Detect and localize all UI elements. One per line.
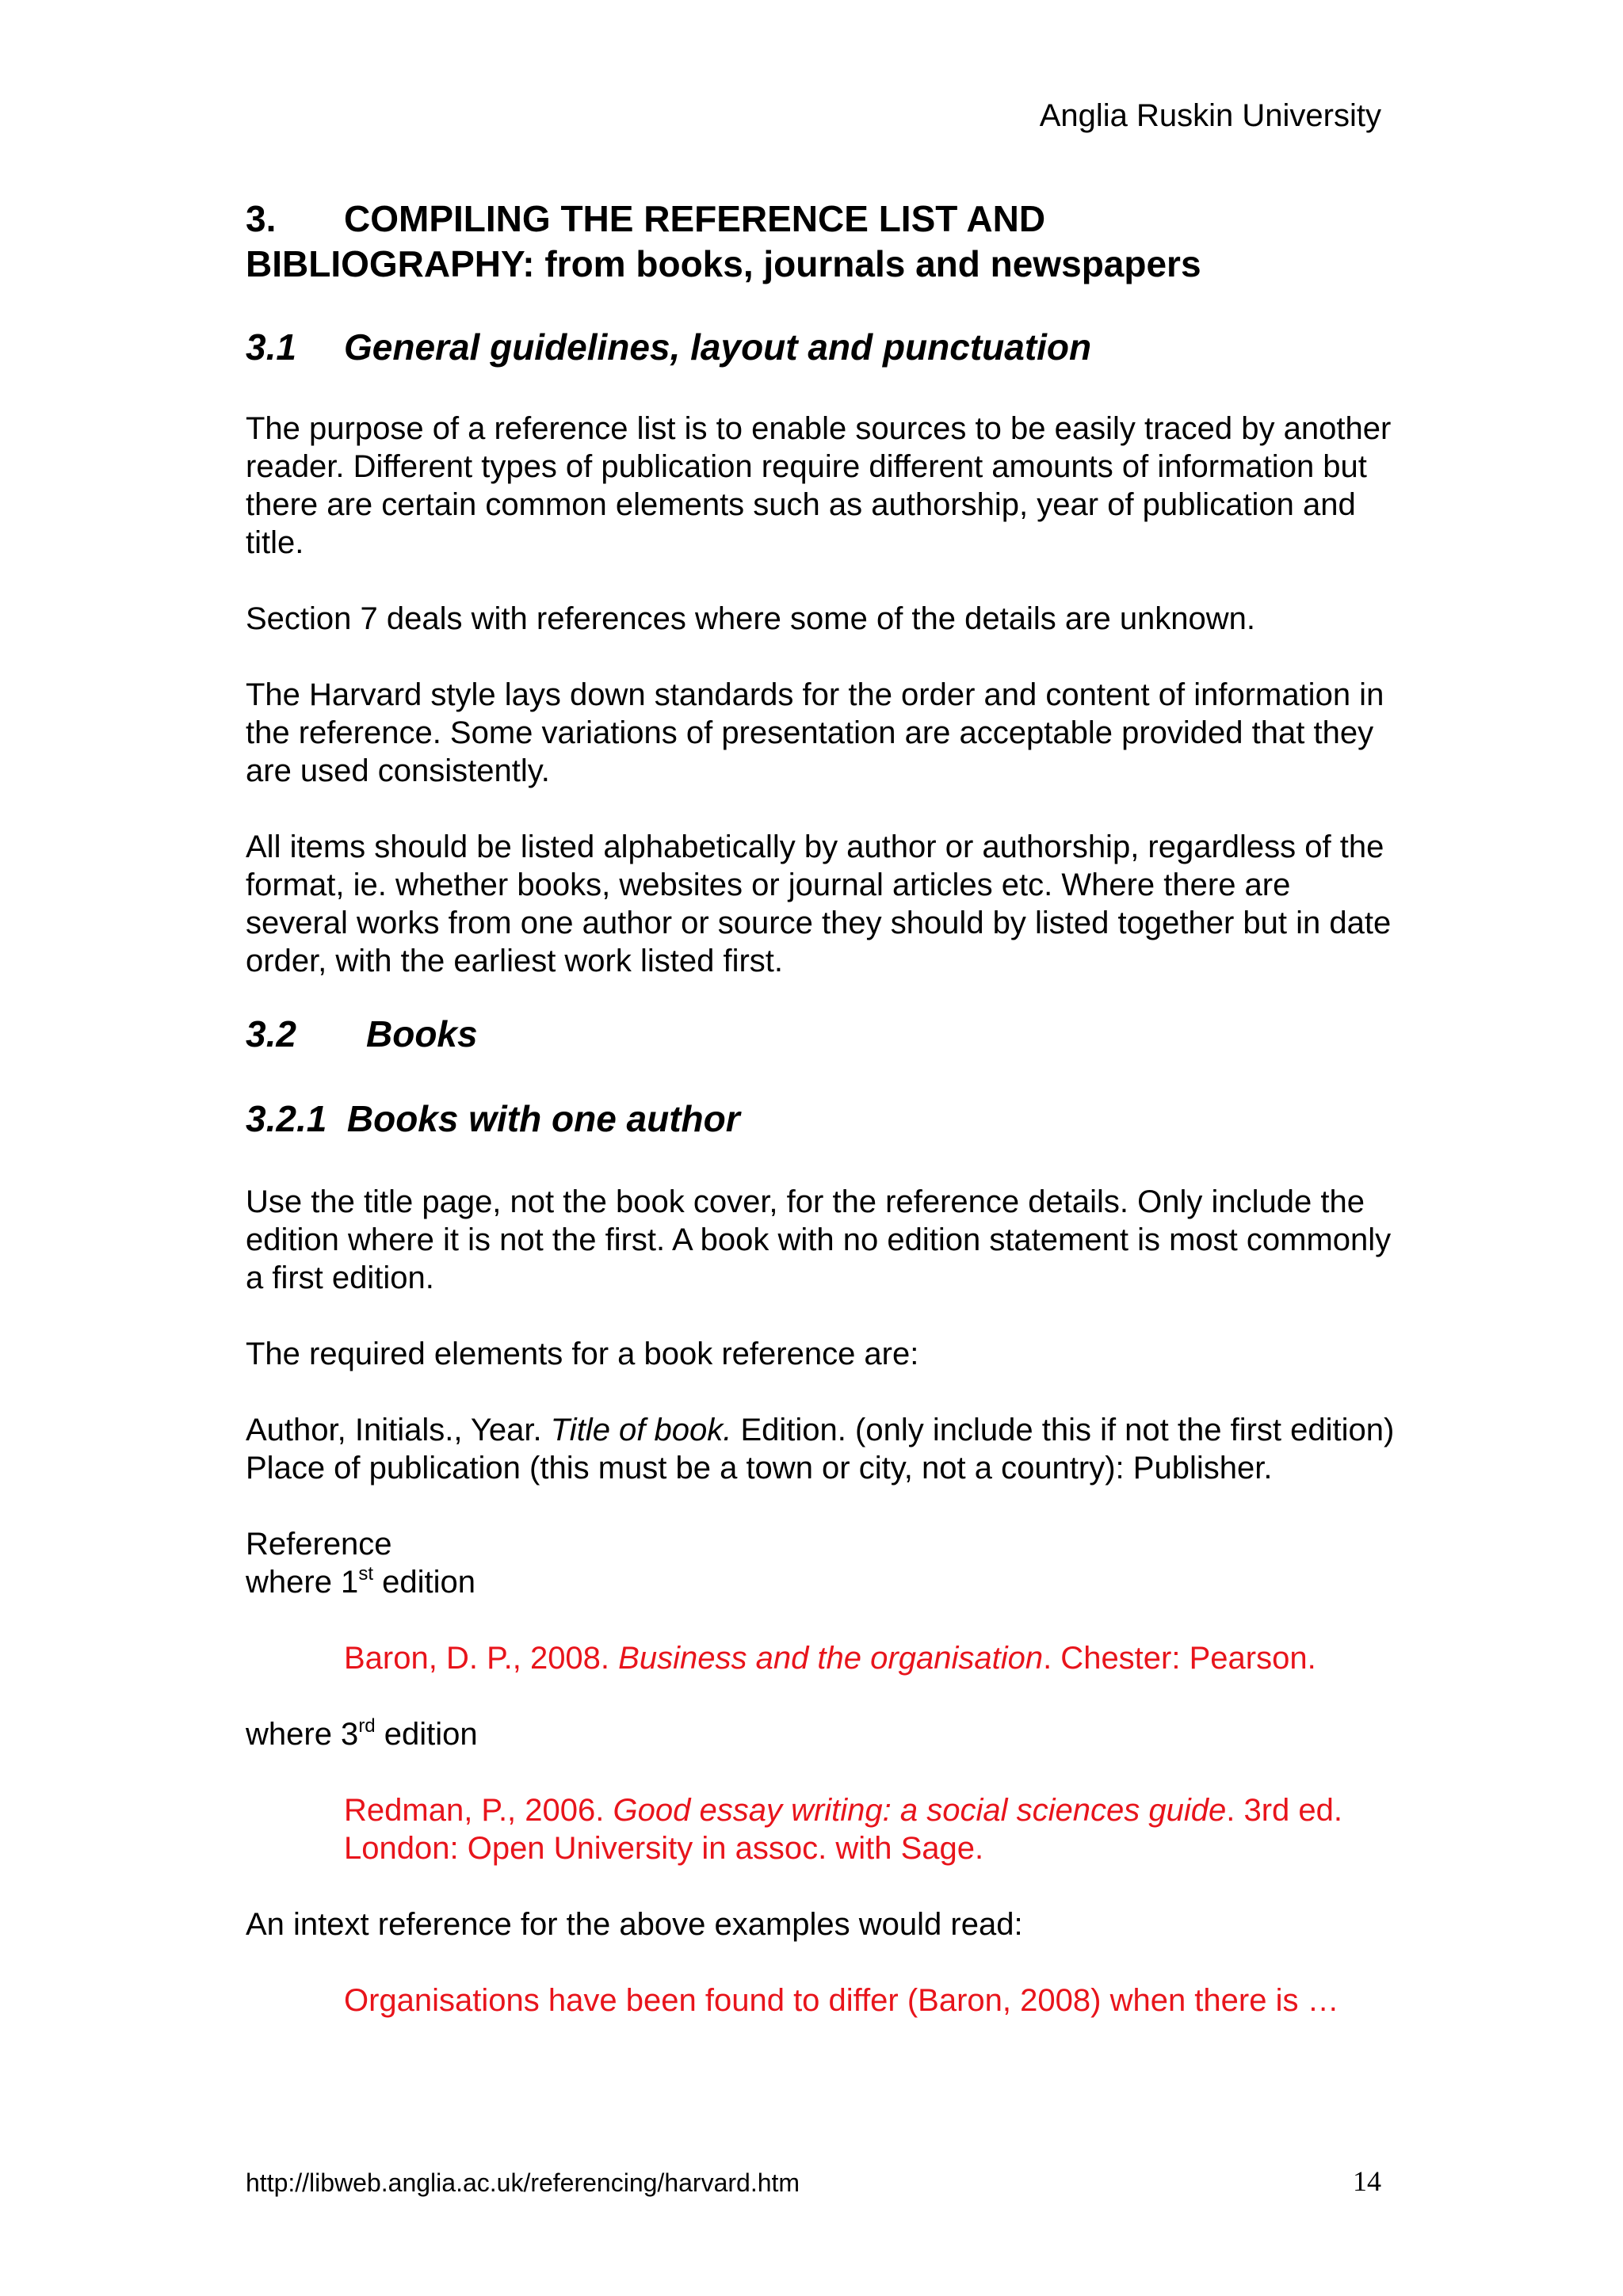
- example2-post: . 3rd ed. London: Open University in assoc. with Sage.: [344, 1793, 1342, 1866]
- page-number: 14: [1353, 2165, 1381, 2197]
- first-edition-pre: where 1: [246, 1565, 359, 1600]
- paragraph-purpose: The purpose of a reference list is to enable sources to be easily traced by another reader. Different types of publication require different amounts of information but there are certain common elements such as authorship, year of publication and title.: [246, 411, 1392, 560]
- first-edition-post: edition: [372, 1565, 475, 1600]
- paragraph-required-elements: The required elements for a book reference are:: [246, 1337, 919, 1371]
- section-3-2-title: Books: [366, 1013, 478, 1055]
- format-suffix: Edition. (only include this if not the first edition) Place of publication (this must be a town or city, not a country): Publisher.: [246, 1413, 1395, 1486]
- section-3-2-1-number: 3.2.1: [246, 1098, 327, 1139]
- intext-example: Organisations have been found to differ (Baron, 2008) when there is …: [344, 1983, 1339, 2018]
- example-reference-redman: [246, 1791, 1395, 1867]
- paragraph-title-page: Use the title page, not the book cover, for the reference details. Only include the edition where it is not the first. A book with no edition statement is most commonly a first edition.: [246, 1184, 1392, 1295]
- section-3-title-line2: BIBLIOGRAPHY: from books, journals and newspapers: [246, 243, 1201, 284]
- third-edition-pre: where 3: [246, 1717, 359, 1752]
- example2-pre: Redman, P., 2006.: [344, 1793, 613, 1828]
- third-edition-post: edition: [375, 1717, 478, 1752]
- reference-first-edition-label: [246, 1525, 1395, 1601]
- section-3-1-heading: [246, 325, 1395, 370]
- footer-url: http://libweb.anglia.ac.uk/referencing/harvard.htm: [246, 2168, 800, 2197]
- section-3-1-number: 3.1: [246, 326, 296, 368]
- third-edition-sup: rd: [358, 1715, 376, 1737]
- first-edition-sup: st: [358, 1563, 373, 1585]
- section-3-number: 3.: [246, 198, 277, 239]
- section-3-1-title: General guidelines, layout and punctuation: [344, 326, 1092, 368]
- format-prefix: Author, Initials., Year.: [246, 1413, 551, 1447]
- paragraph-alphabetical: All items should be listed alphabetically by author or authorship, regardless of the format, ie. whether books, websites or journal articles etc. Where there are several works from one author or source they should by listed together but in date order, with the earliest work listed first.: [246, 830, 1392, 978]
- section-3-2-1-title: Books with one author: [346, 1098, 740, 1139]
- section-3-2-1-heading: [246, 1097, 1395, 1142]
- paragraph-harvard-style: The Harvard style lays down standards for the order and content of information in the reference. Some variations of presentation are acceptable provided that they are used consistently.: [246, 677, 1384, 788]
- example-reference-baron: [246, 1639, 1395, 1677]
- format-title: Title of book.: [550, 1413, 732, 1447]
- page-content: [246, 196, 1395, 2058]
- example2-title: Good essay writing: a social sciences guide: [613, 1793, 1227, 1828]
- running-header: Anglia Ruskin University: [1039, 98, 1381, 133]
- example1-post: . Chester: Pearson.: [1043, 1641, 1316, 1676]
- intext-intro: An intext reference for the above examples would read:: [246, 1907, 1023, 1942]
- third-edition-label: [246, 1715, 1395, 1753]
- section-3-title-line1: COMPILING THE REFERENCE LIST AND: [344, 198, 1046, 239]
- paragraph-section7: Section 7 deals with references where some of the details are unknown.: [246, 601, 1256, 636]
- section-3-2-number: 3.2: [246, 1013, 296, 1055]
- section-3-heading: [246, 196, 1395, 287]
- reference-label: Reference: [246, 1527, 392, 1562]
- book-reference-format: [246, 1411, 1395, 1487]
- example1-title: Business and the organisation: [618, 1641, 1044, 1676]
- section-3-2-heading: [246, 1012, 1395, 1057]
- example1-pre: Baron, D. P., 2008.: [344, 1641, 619, 1676]
